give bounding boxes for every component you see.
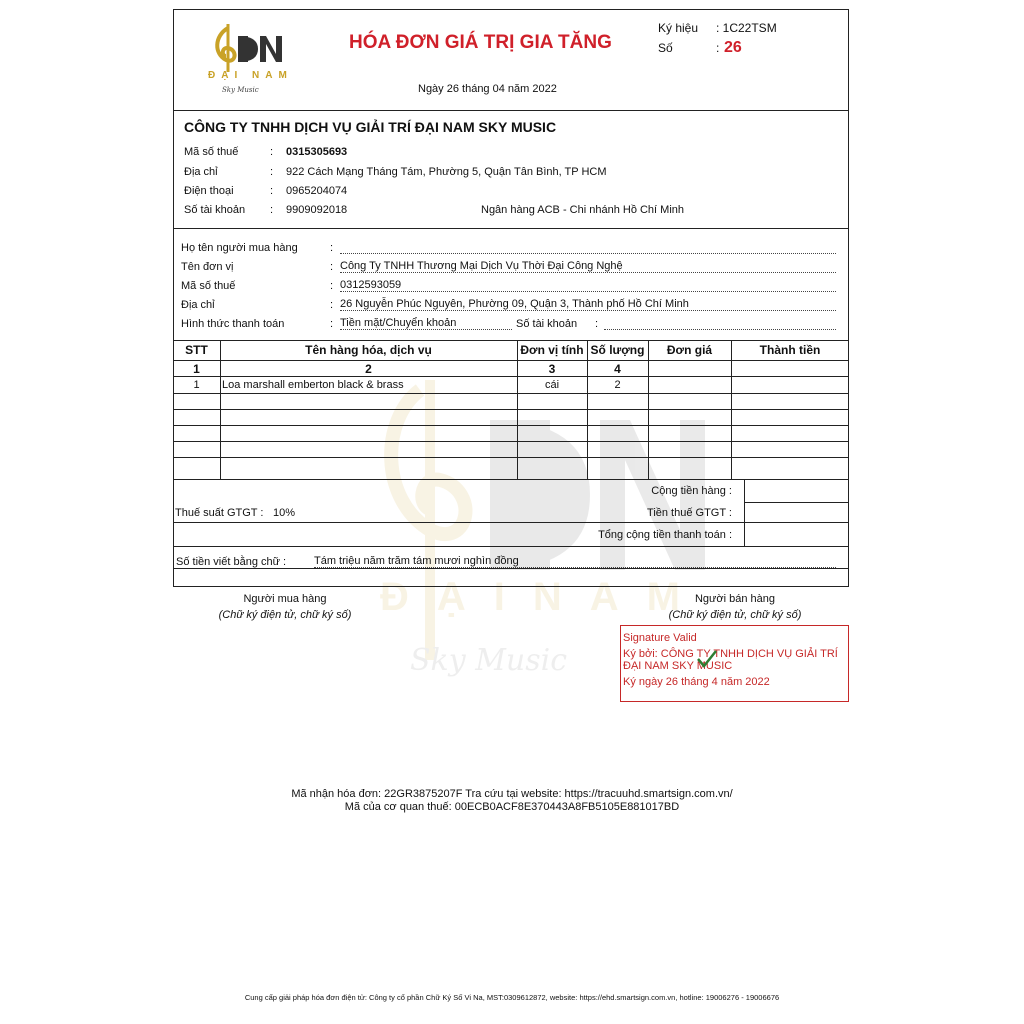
col-header-amount: Thành tiền xyxy=(759,343,821,357)
dotted-line xyxy=(340,291,836,292)
divider-header xyxy=(173,110,849,111)
seller-tax-value: 0315305693 xyxy=(286,146,348,158)
amount-words-label: Số tiền viết bằng chữ : xyxy=(176,556,287,568)
svg-text:ĐẠINAM: ĐẠINAM xyxy=(380,575,708,619)
buyer-address-label: Địa chỉ xyxy=(181,299,215,311)
buyer-unit-value: Công Ty TNHH Thương Mại Dịch Vụ Thời Đại Công Nghệ xyxy=(340,260,623,272)
symbol-label: Ký hiệu xyxy=(658,21,699,35)
amount-words-value: Tám triệu năm trăm tám mươi nghìn đồng xyxy=(314,555,519,567)
seller-phone-value: 0965204074 xyxy=(286,185,348,197)
buyer-unit-label: Tên đơn vị xyxy=(181,261,234,273)
row-name: Loa marshall emberton black & brass xyxy=(222,379,404,391)
buyer-tax-label: Mã số thuế xyxy=(181,280,236,292)
colon: : xyxy=(330,299,334,311)
index-cell: 2 xyxy=(365,362,372,376)
digital-signature-box xyxy=(620,625,849,702)
subtotal-label: Cộng tiền hàng : xyxy=(651,485,732,497)
dotted-line xyxy=(340,253,836,254)
payment-value: Tiền mặt/Chuyển khoản xyxy=(340,317,457,329)
buyer-address-value: 26 Nguyễn Phúc Nguyên, Phường 09, Quận 3, Thành phố Hồ Chí Minh xyxy=(340,298,689,310)
row-stt: 1 xyxy=(193,379,200,391)
colon: : xyxy=(270,204,274,216)
divider-seller xyxy=(173,228,849,229)
checkmark-icon xyxy=(696,649,718,669)
divider-buyer xyxy=(173,340,849,341)
dotted-line xyxy=(314,567,836,568)
colon: : xyxy=(595,318,599,330)
seller-account-label: Số tài khoản xyxy=(184,204,246,216)
vat-amount-label: Tiền thuế GTGT : xyxy=(647,507,732,519)
seller-address-label: Địa chỉ xyxy=(184,166,218,178)
vat-rate-value: 10% xyxy=(273,507,296,519)
buyer-tax-value: 0312593059 xyxy=(340,279,402,291)
number-label: Số xyxy=(658,41,673,55)
invoice-number: 26 xyxy=(724,39,742,56)
logo-icon xyxy=(206,22,286,74)
invoice-date: Ngày 26 tháng 04 năm 2022 xyxy=(418,83,557,95)
logo-text: ĐẠI NAM xyxy=(208,70,293,81)
colon: : xyxy=(330,318,334,330)
dotted-line xyxy=(604,329,836,330)
lookup-info: Mã nhận hóa đơn: 22GR3875207F Tra cứu tại website: https://tracuuhd.smartsign.com.vn/ xyxy=(291,788,733,800)
seller-address-value: 922 Cách Mạng Tháng Tám, Phường 5, Quận Tân Bình, TP HCM xyxy=(286,166,607,178)
seller-tax-label: Mã số thuế xyxy=(184,146,239,158)
colon: : xyxy=(270,146,274,158)
payment-label: Hình thức thanh toán xyxy=(181,318,285,330)
tax-authority-code: Mã của cơ quan thuế: 00ECB0ACF8E370443A8FB5105E881017BD xyxy=(344,801,680,813)
seller-sign-label: Người bán hàng xyxy=(694,593,776,605)
buyer-sign-label: Người mua hàng xyxy=(243,593,327,605)
col-header-price: Đơn giá xyxy=(666,343,713,357)
provider-info: Cung cấp giải pháp hóa đơn điện tử: Công ty cổ phần Chữ Ký Số Vi Na, MST:0309612872, website: https://ehd.smartsign.com.vn, hotline: 19006276 - 19006676 xyxy=(244,993,780,1002)
buyer-name-label: Họ tên người mua hàng xyxy=(181,242,298,254)
colon: : xyxy=(330,242,334,254)
signature-valid-text: Signature Valid xyxy=(623,632,697,644)
buyer-sign-note: (Chữ ký điện tử, chữ ký số) xyxy=(218,609,352,621)
logo-subtext: Sky Music xyxy=(222,86,259,94)
buyer-account-label: Số tài khoản xyxy=(516,318,578,330)
index-cell: 3 xyxy=(548,362,556,376)
signed-date-text: Ký ngày 26 tháng 4 năm 2022 xyxy=(623,676,770,688)
svg-text:Sky Music: Sky Music xyxy=(410,643,568,678)
dotted-line xyxy=(340,272,836,273)
number-colon: : xyxy=(716,41,720,55)
symbol-value: : 1C22TSM xyxy=(716,21,777,35)
index-cell: 1 xyxy=(193,362,200,376)
colon: : xyxy=(270,185,274,197)
col-header-stt: STT xyxy=(185,343,208,357)
row-unit: cái xyxy=(544,379,560,391)
total-label: Tổng cộng tiền thanh toán : xyxy=(598,529,732,541)
col-header-qty: Số lượng xyxy=(590,343,645,357)
seller-bank: Ngân hàng ACB - Chi nhánh Hồ Chí Minh xyxy=(481,204,685,216)
col-header-name: Tên hàng hóa, dịch vụ xyxy=(305,343,432,357)
colon: : xyxy=(270,166,274,178)
colon: : xyxy=(330,261,334,273)
seller-account-value: 9909092018 xyxy=(286,204,348,216)
seller-phone-label: Điện thoại xyxy=(184,185,234,197)
colon: : xyxy=(330,280,334,292)
seller-sign-note: (Chữ ký điện tử, chữ ký số) xyxy=(668,609,802,621)
seller-name: CÔNG TY TNHH DỊCH VỤ GIẢI TRÍ ĐẠI NAM SKY MUSIC xyxy=(184,119,557,135)
row-qty: 2 xyxy=(614,379,621,391)
dotted-line xyxy=(340,329,512,330)
vat-rate-label: Thuế suất GTGT : xyxy=(175,507,264,519)
signed-by-text: Ký bởi: CÔNG TY TNHH DỊCH VỤ GIẢI TRÍ ĐẠI NAM SKY MUSIC xyxy=(623,648,838,672)
invoice-title: HÓA ĐƠN GIÁ TRỊ GIA TĂNG xyxy=(349,32,612,53)
dotted-line xyxy=(340,310,836,311)
col-header-unit: Đơn vị tính xyxy=(520,343,584,357)
index-cell: 4 xyxy=(614,362,621,376)
